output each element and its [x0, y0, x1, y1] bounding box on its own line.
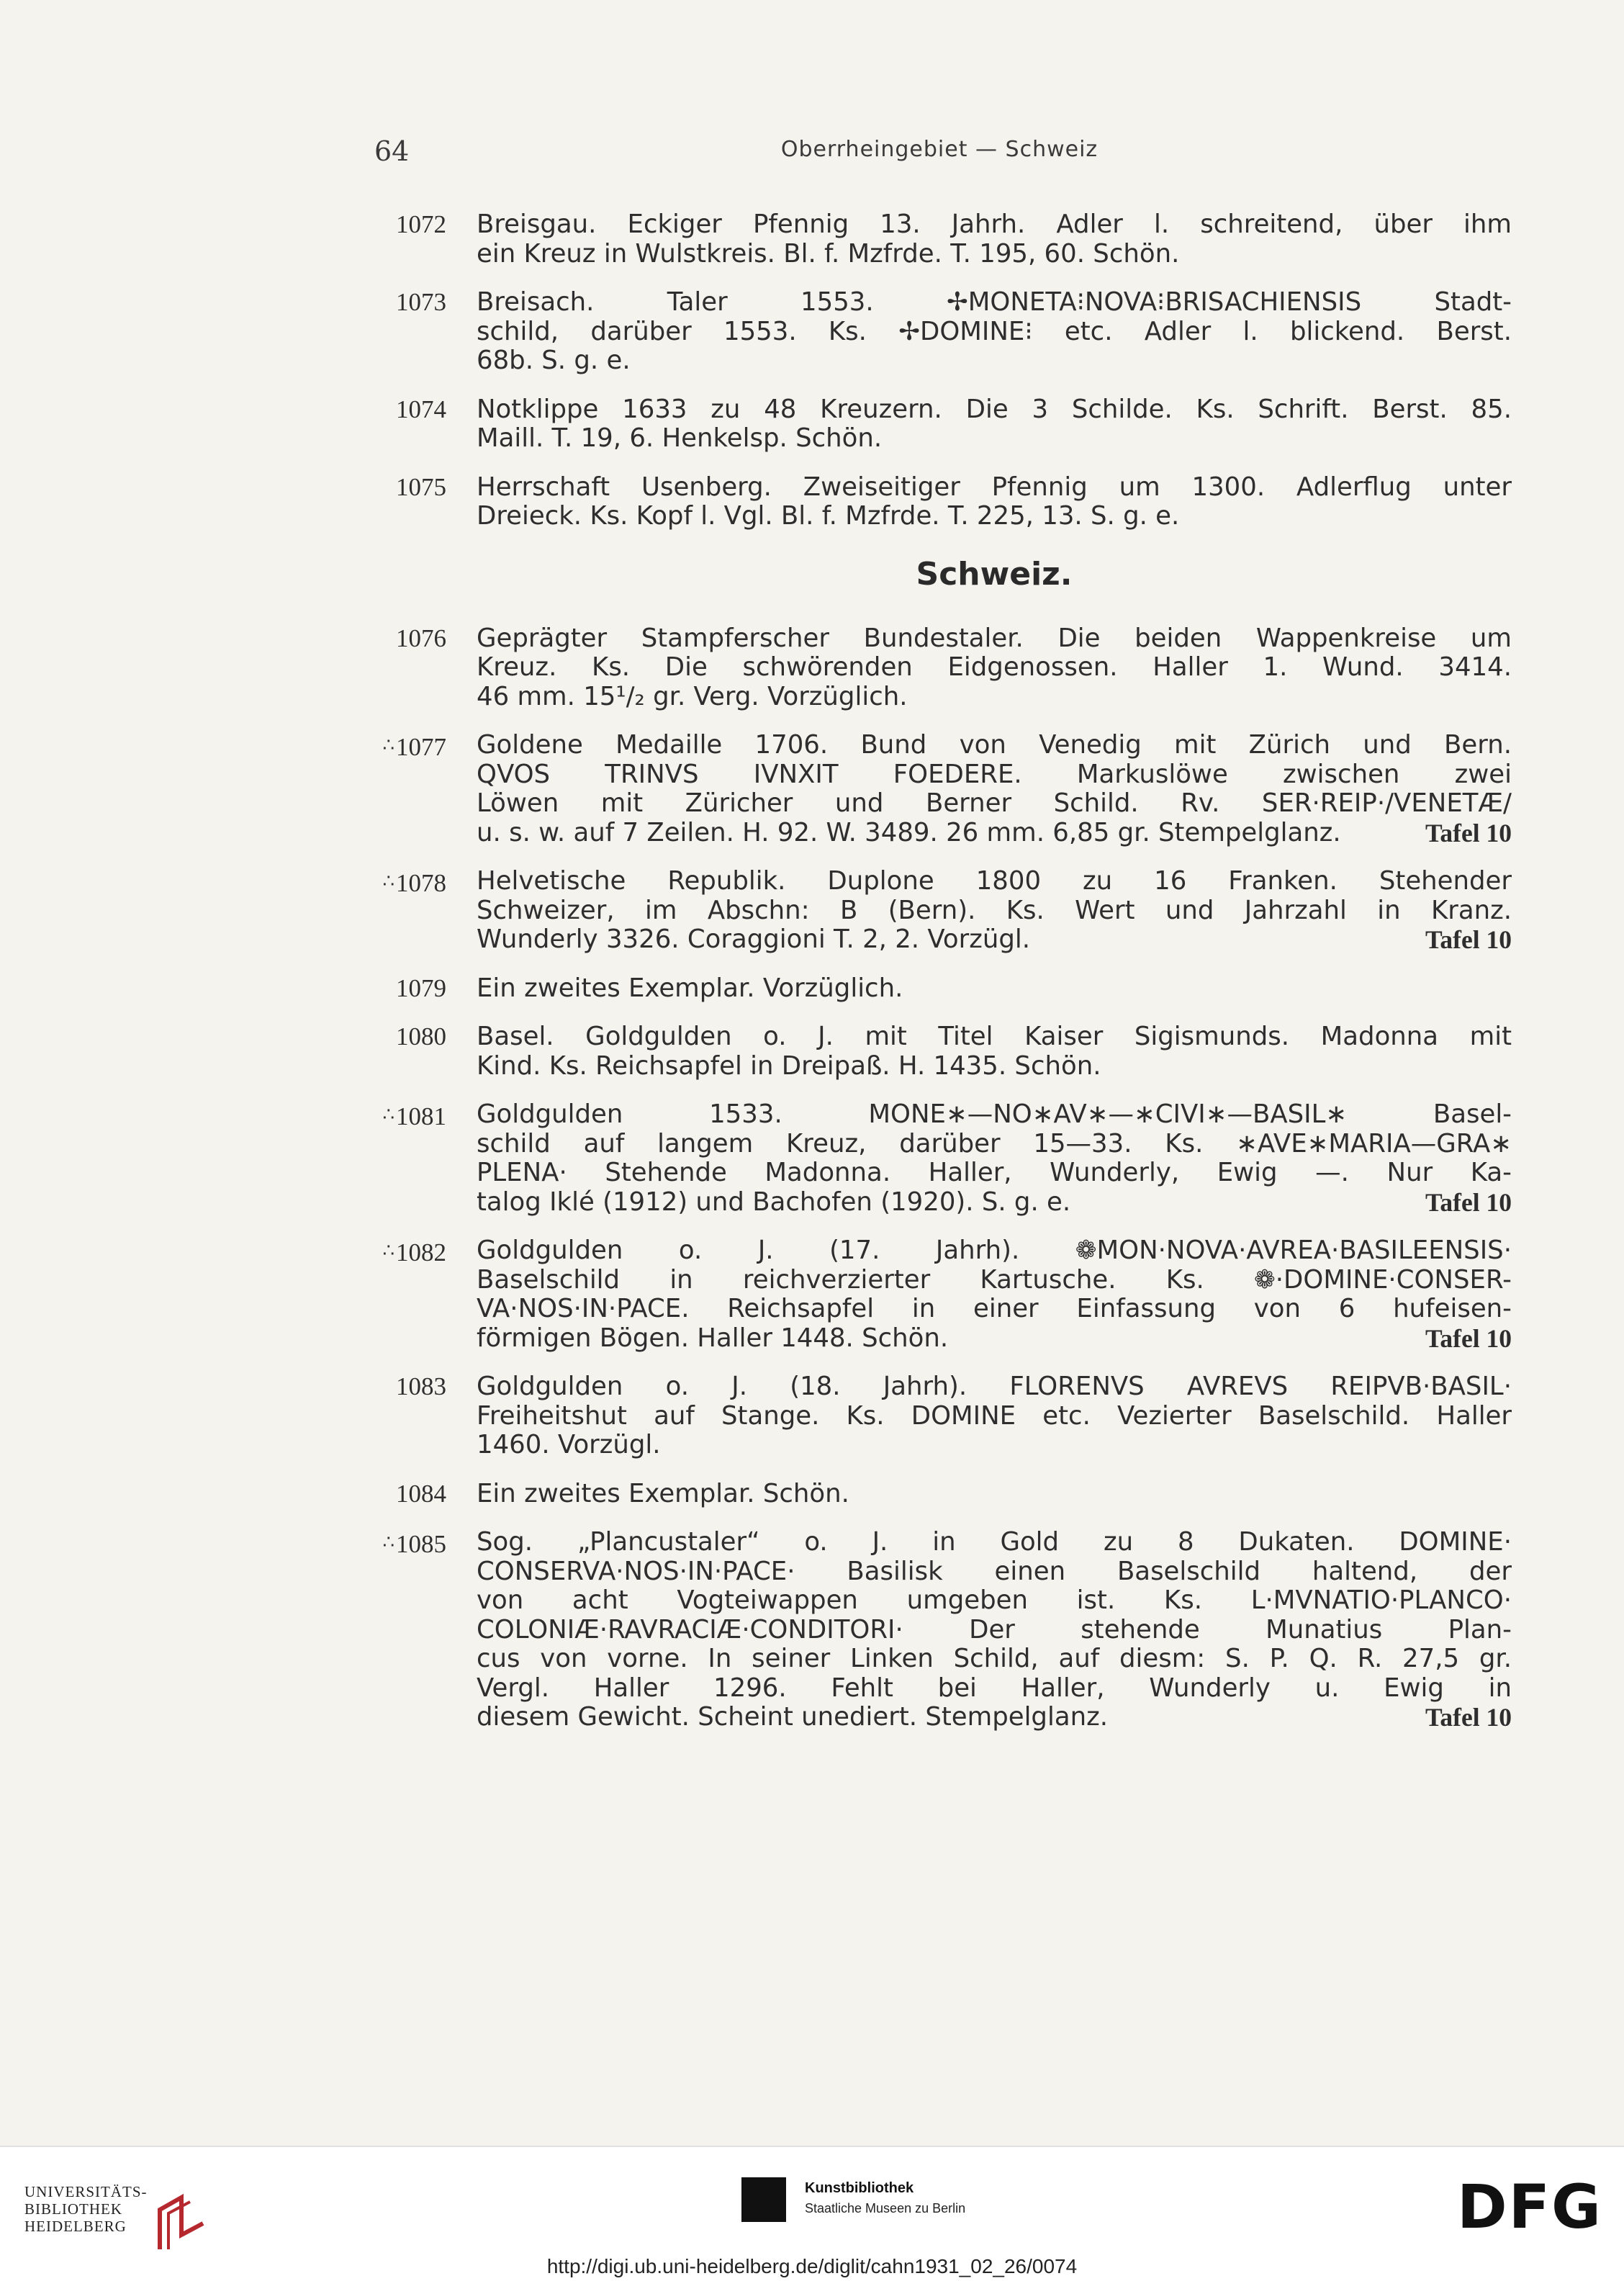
entry-line	[477, 1402, 1512, 1431]
entry-line	[477, 1266, 1512, 1295]
ub-logo-line: BIBLIOTHEK	[24, 2200, 122, 2218]
entry-line-text: von acht Vogteiwappen umgeben ist. Ks. L·MVNATIO·PLANCO·	[477, 1585, 1512, 1615]
entry-line-text: CONSERVA·NOS·IN·PACE· Basilisk einen Baselschild haltend, der	[477, 1556, 1512, 1586]
entry-number-text: 1082	[396, 1238, 446, 1267]
entry-number-text: 1075	[396, 472, 446, 501]
entry-line	[477, 1052, 1512, 1081]
entry-number	[367, 288, 446, 318]
entry-number	[367, 731, 446, 762]
entry-line-text: Breisach. Taler 1553. ✢MONETA⁝NOVA⁝BRISACHIENSIS Stadt-	[477, 287, 1512, 317]
entry-line	[477, 925, 1512, 955]
entry-line-text: Maill. T. 19, 6. Henkelsp. Schön.	[477, 423, 883, 453]
plate-marker-icon: ∴	[382, 1531, 394, 1552]
entry-line	[477, 1159, 1512, 1188]
ub-logo-line: UNIVERSITÄTS-	[24, 2183, 148, 2200]
entry-line	[477, 896, 1512, 926]
entry-line	[477, 653, 1512, 683]
entry-line	[477, 288, 1512, 318]
entry-line	[477, 1480, 1512, 1509]
entry-line	[477, 502, 1512, 531]
catalogue-entry	[367, 395, 1512, 454]
plate-reference: Tafel 10	[1425, 1323, 1512, 1353]
entries-oberrhein	[367, 210, 1512, 531]
entry-line-text: Schweizer, im Abschn: B (Bern). Ks. Wert und Jahrzahl in Kranz.	[477, 895, 1512, 925]
entry-number	[367, 1236, 446, 1268]
plate-marker-icon: ∴	[382, 1104, 394, 1125]
entry-line	[477, 1130, 1512, 1159]
entry-line	[477, 346, 1512, 376]
catalogue-entry	[367, 624, 1512, 712]
entry-line-text: Goldene Medaille 1706. Bund von Venedig mit Zürich und Bern.	[477, 730, 1512, 760]
entry-line	[477, 624, 1512, 654]
entry-line-text: talog Iklé (1912) und Bachofen (1920). S. g. e.	[477, 1187, 1071, 1217]
ub-mark-icon	[153, 2192, 210, 2257]
entry-line-text: cus von vorne. In seiner Linken Schild, auf diesm: S. P. Q. R. 27,5 gr.	[477, 1644, 1512, 1673]
entry-number-text: 1085	[396, 1530, 446, 1558]
entry-number-text: 1076	[396, 624, 446, 652]
entry-line-text: Basel. Goldgulden o. J. mit Titel Kaiser Sigismunds. Madonna mit	[477, 1022, 1512, 1051]
kunstbibliothek-subtitle: Staatliche Museen zu Berlin	[805, 2201, 966, 2215]
entry-line	[477, 1586, 1512, 1616]
plate-reference: Tafel 10	[1425, 1187, 1512, 1217]
entry-line-text: ein Kreuz in Wulstkreis. Bl. f. Mzfrde. T. 195, 60. Schön.	[477, 238, 1180, 269]
entry-line	[477, 1022, 1512, 1052]
entry-line-text: 1460. Vorzügl.	[477, 1430, 661, 1459]
entry-line	[477, 1528, 1512, 1557]
entry-line	[477, 974, 1512, 1004]
catalogue-entry	[367, 1236, 1512, 1353]
entry-line-text: schild auf langem Kreuz, darüber 15—33. Ks. ∗AVE∗MARIA—GRA∗	[477, 1128, 1512, 1159]
entry-number-text: 1072	[396, 210, 446, 238]
entry-line-text: Wunderly 3326. Coraggioni T. 2, 2. Vorzügl.	[477, 924, 1031, 954]
entry-number-text: 1081	[396, 1102, 446, 1130]
catalogue-entry	[367, 1480, 1512, 1509]
ub-heidelberg-logo[interactable]	[24, 2183, 148, 2235]
entry-line	[477, 240, 1512, 269]
entry-line	[477, 760, 1512, 790]
entry-line-text: Geprägter Stampferscher Bundestaler. Die beiden Wappenkreise um	[477, 623, 1512, 653]
entry-line-text: Kind. Ks. Reichsapfel in Dreipaß. H. 1435. Schön.	[477, 1050, 1101, 1081]
entry-line-text: schild, darüber 1553. Ks. ✢DOMINE⁝ etc. Adler l. blickend. Berst.	[477, 316, 1512, 346]
entry-number-text: 1079	[396, 973, 446, 1002]
entry-line-text: PLENA· Stehende Madonna. Haller, Wunderly, Ewig —. Nur Ka-	[477, 1158, 1512, 1187]
entry-line	[477, 867, 1512, 896]
entry-line-text: Baselschild in reichverzierter Kartusche. Ks. ❁·DOMINE·CONSER-	[477, 1264, 1512, 1295]
catalogue-entry	[367, 1528, 1512, 1732]
entry-number-text: 1077	[396, 733, 446, 761]
entry-line	[477, 473, 1512, 503]
entry-line	[477, 1236, 1512, 1266]
entry-line-text: Sog. „Plancustaler“ o. J. in Gold zu 8 Dukaten. DOMINE·	[477, 1527, 1512, 1557]
plate-marker-icon: ∴	[382, 734, 394, 755]
catalogue-entry	[367, 1100, 1512, 1217]
entry-line-text: Löwen mit Züricher und Berner Schild. Rv. SER·REIP·/VENETÆ/	[477, 788, 1512, 818]
kunstbibliothek-name: Kunstbibliothek	[805, 2180, 914, 2196]
entry-line	[477, 789, 1512, 819]
entry-number	[367, 473, 446, 503]
entries-schweiz	[367, 624, 1512, 1732]
entry-number	[367, 1372, 446, 1402]
page-header	[367, 135, 1512, 171]
entry-line-text: 68b. S. g. e.	[477, 346, 631, 375]
plate-reference: Tafel 10	[1425, 1703, 1512, 1732]
entry-line-text: Ein zweites Exemplar. Vorzüglich.	[477, 973, 903, 1003]
entry-number	[367, 1022, 446, 1052]
catalogue-entry	[367, 974, 1512, 1004]
entry-number	[367, 395, 446, 425]
entry-line	[477, 210, 1512, 240]
catalogue-entry	[367, 1372, 1512, 1460]
entry-line	[477, 1431, 1512, 1460]
plate-marker-icon: ∴	[382, 1240, 394, 1261]
entry-line-text: Kreuz. Ks. Die schwörenden Eidgenossen. Haller 1. Wund. 3414.	[477, 652, 1512, 682]
entry-line	[477, 1616, 1512, 1645]
entry-line-text: Herrschaft Usenberg. Zweiseitiger Pfennig um 1300. Adlerflug unter	[477, 472, 1512, 502]
footer-bar	[0, 2146, 1624, 2281]
catalogue-entries	[367, 210, 1512, 1752]
entry-number	[367, 1100, 446, 1132]
entry-number	[367, 867, 446, 899]
entry-number-text: 1083	[396, 1372, 446, 1400]
entry-number-text: 1084	[396, 1479, 446, 1508]
entry-line	[477, 1188, 1512, 1218]
entry-line	[477, 683, 1512, 712]
entry-line-text: Notklippe 1633 zu 48 Kreuzern. Die 3 Schilde. Ks. Schrift. Berst. 85.	[477, 394, 1512, 424]
entry-line	[477, 1295, 1512, 1324]
kunstbibliothek-square-icon	[741, 2177, 786, 2222]
plate-reference: Tafel 10	[1425, 818, 1512, 847]
entry-number	[367, 624, 446, 654]
catalogue-entry	[367, 473, 1512, 531]
entry-line-text: Helvetische Republik. Duplone 1800 zu 16 Franken. Stehender	[477, 866, 1512, 896]
entry-number-text: 1078	[396, 869, 446, 897]
entry-line	[477, 318, 1512, 347]
section-title: Schweiz.	[916, 555, 1073, 593]
entry-number	[367, 1528, 446, 1560]
entry-line-text: förmigen Bögen. Haller 1448. Schön.	[477, 1323, 949, 1353]
entry-number-text: 1080	[396, 1022, 446, 1050]
catalogue-entry	[367, 867, 1512, 955]
entry-line	[477, 1100, 1512, 1130]
entry-number	[367, 210, 446, 240]
entry-line-text: VA·NOS·IN·PACE. Reichsapfel in einer Einfassung von 6 hufeisen-	[477, 1294, 1512, 1323]
catalogue-entry	[367, 731, 1512, 847]
entry-number	[367, 974, 446, 1004]
entry-line	[477, 1674, 1512, 1704]
dfg-logo[interactable]: DFG	[1456, 2172, 1602, 2242]
entry-line	[477, 819, 1512, 848]
entry-number-text: 1074	[396, 395, 446, 423]
entry-line-text: diesem Gewicht. Scheint unediert. Stempelglanz.	[477, 1702, 1108, 1732]
entry-line-text: u. s. w. auf 7 Zeilen. H. 92. W. 3489. 26 mm. 6,85 gr. Stempelglanz.	[477, 817, 1341, 847]
entry-line-text: 46 mm. 15¹/₂ gr. Verg. Vorzüglich.	[477, 681, 908, 711]
entry-line-text: QVOS TRINVS IVNXIT FOEDERE. Markuslöwe zwischen zwei	[477, 759, 1512, 789]
entry-line-text: Ein zweites Exemplar. Schön.	[477, 1478, 849, 1508]
catalogue-entry	[367, 288, 1512, 376]
entry-number-text: 1073	[396, 288, 446, 316]
entry-line-text: Goldgulden o. J. (18. Jahrh). FLORENVS AVREVS REIPVB·BASIL·	[477, 1372, 1512, 1401]
entry-line	[477, 395, 1512, 425]
entry-line	[477, 1645, 1512, 1674]
ub-logo-line: HEIDELBERG	[24, 2218, 127, 2235]
ub-logo-text	[24, 2183, 148, 2235]
entry-line	[477, 731, 1512, 760]
plate-reference: Tafel 10	[1425, 925, 1512, 954]
entry-number	[367, 1480, 446, 1509]
entry-line	[477, 424, 1512, 454]
plate-marker-icon: ∴	[382, 870, 394, 891]
catalogue-entry	[367, 1022, 1512, 1081]
running-head: Oberrheingebiet — Schweiz	[780, 137, 1099, 162]
entry-line-text: Breisgau. Eckiger Pfennig 13. Jahrh. Adler l. schreitend, über ihm	[477, 210, 1512, 239]
kunstbibliothek-text	[805, 2180, 965, 2216]
entry-line-text: Goldgulden o. J. (17. Jahrh). ❁MON·NOVA·AVREA·BASILEENSIS·	[477, 1236, 1512, 1265]
entry-line-text: Dreieck. Ks. Kopf l. Vgl. Bl. f. Mzfrde. T. 225, 13. S. g. e.	[477, 501, 1180, 531]
catalogue-entry	[367, 210, 1512, 269]
entry-line	[477, 1324, 1512, 1354]
permalink-url[interactable]: http://digi.ub.uni-heidelberg.de/diglit/cahn1931_02_26/0074	[546, 2255, 1078, 2277]
entry-line-text: Vergl. Haller 1296. Fehlt bei Haller, Wunderly u. Ewig in	[477, 1673, 1512, 1703]
entry-line	[477, 1372, 1512, 1402]
entry-line-text: Freiheitshut auf Stange. Ks. DOMINE etc. Vezierter Baselschild. Haller	[477, 1400, 1512, 1431]
page-number: 64	[374, 135, 410, 167]
entry-line-text: Goldgulden 1533. MONE∗—NO∗AV∗—∗CIVI∗—BASIL∗ Basel-	[477, 1099, 1512, 1129]
entry-line	[477, 1557, 1512, 1587]
entry-line-text: COLONIÆ·RAVRACIÆ·CONDITORI· Der stehende Munatius Plan-	[477, 1614, 1512, 1645]
entry-line	[477, 1703, 1512, 1732]
